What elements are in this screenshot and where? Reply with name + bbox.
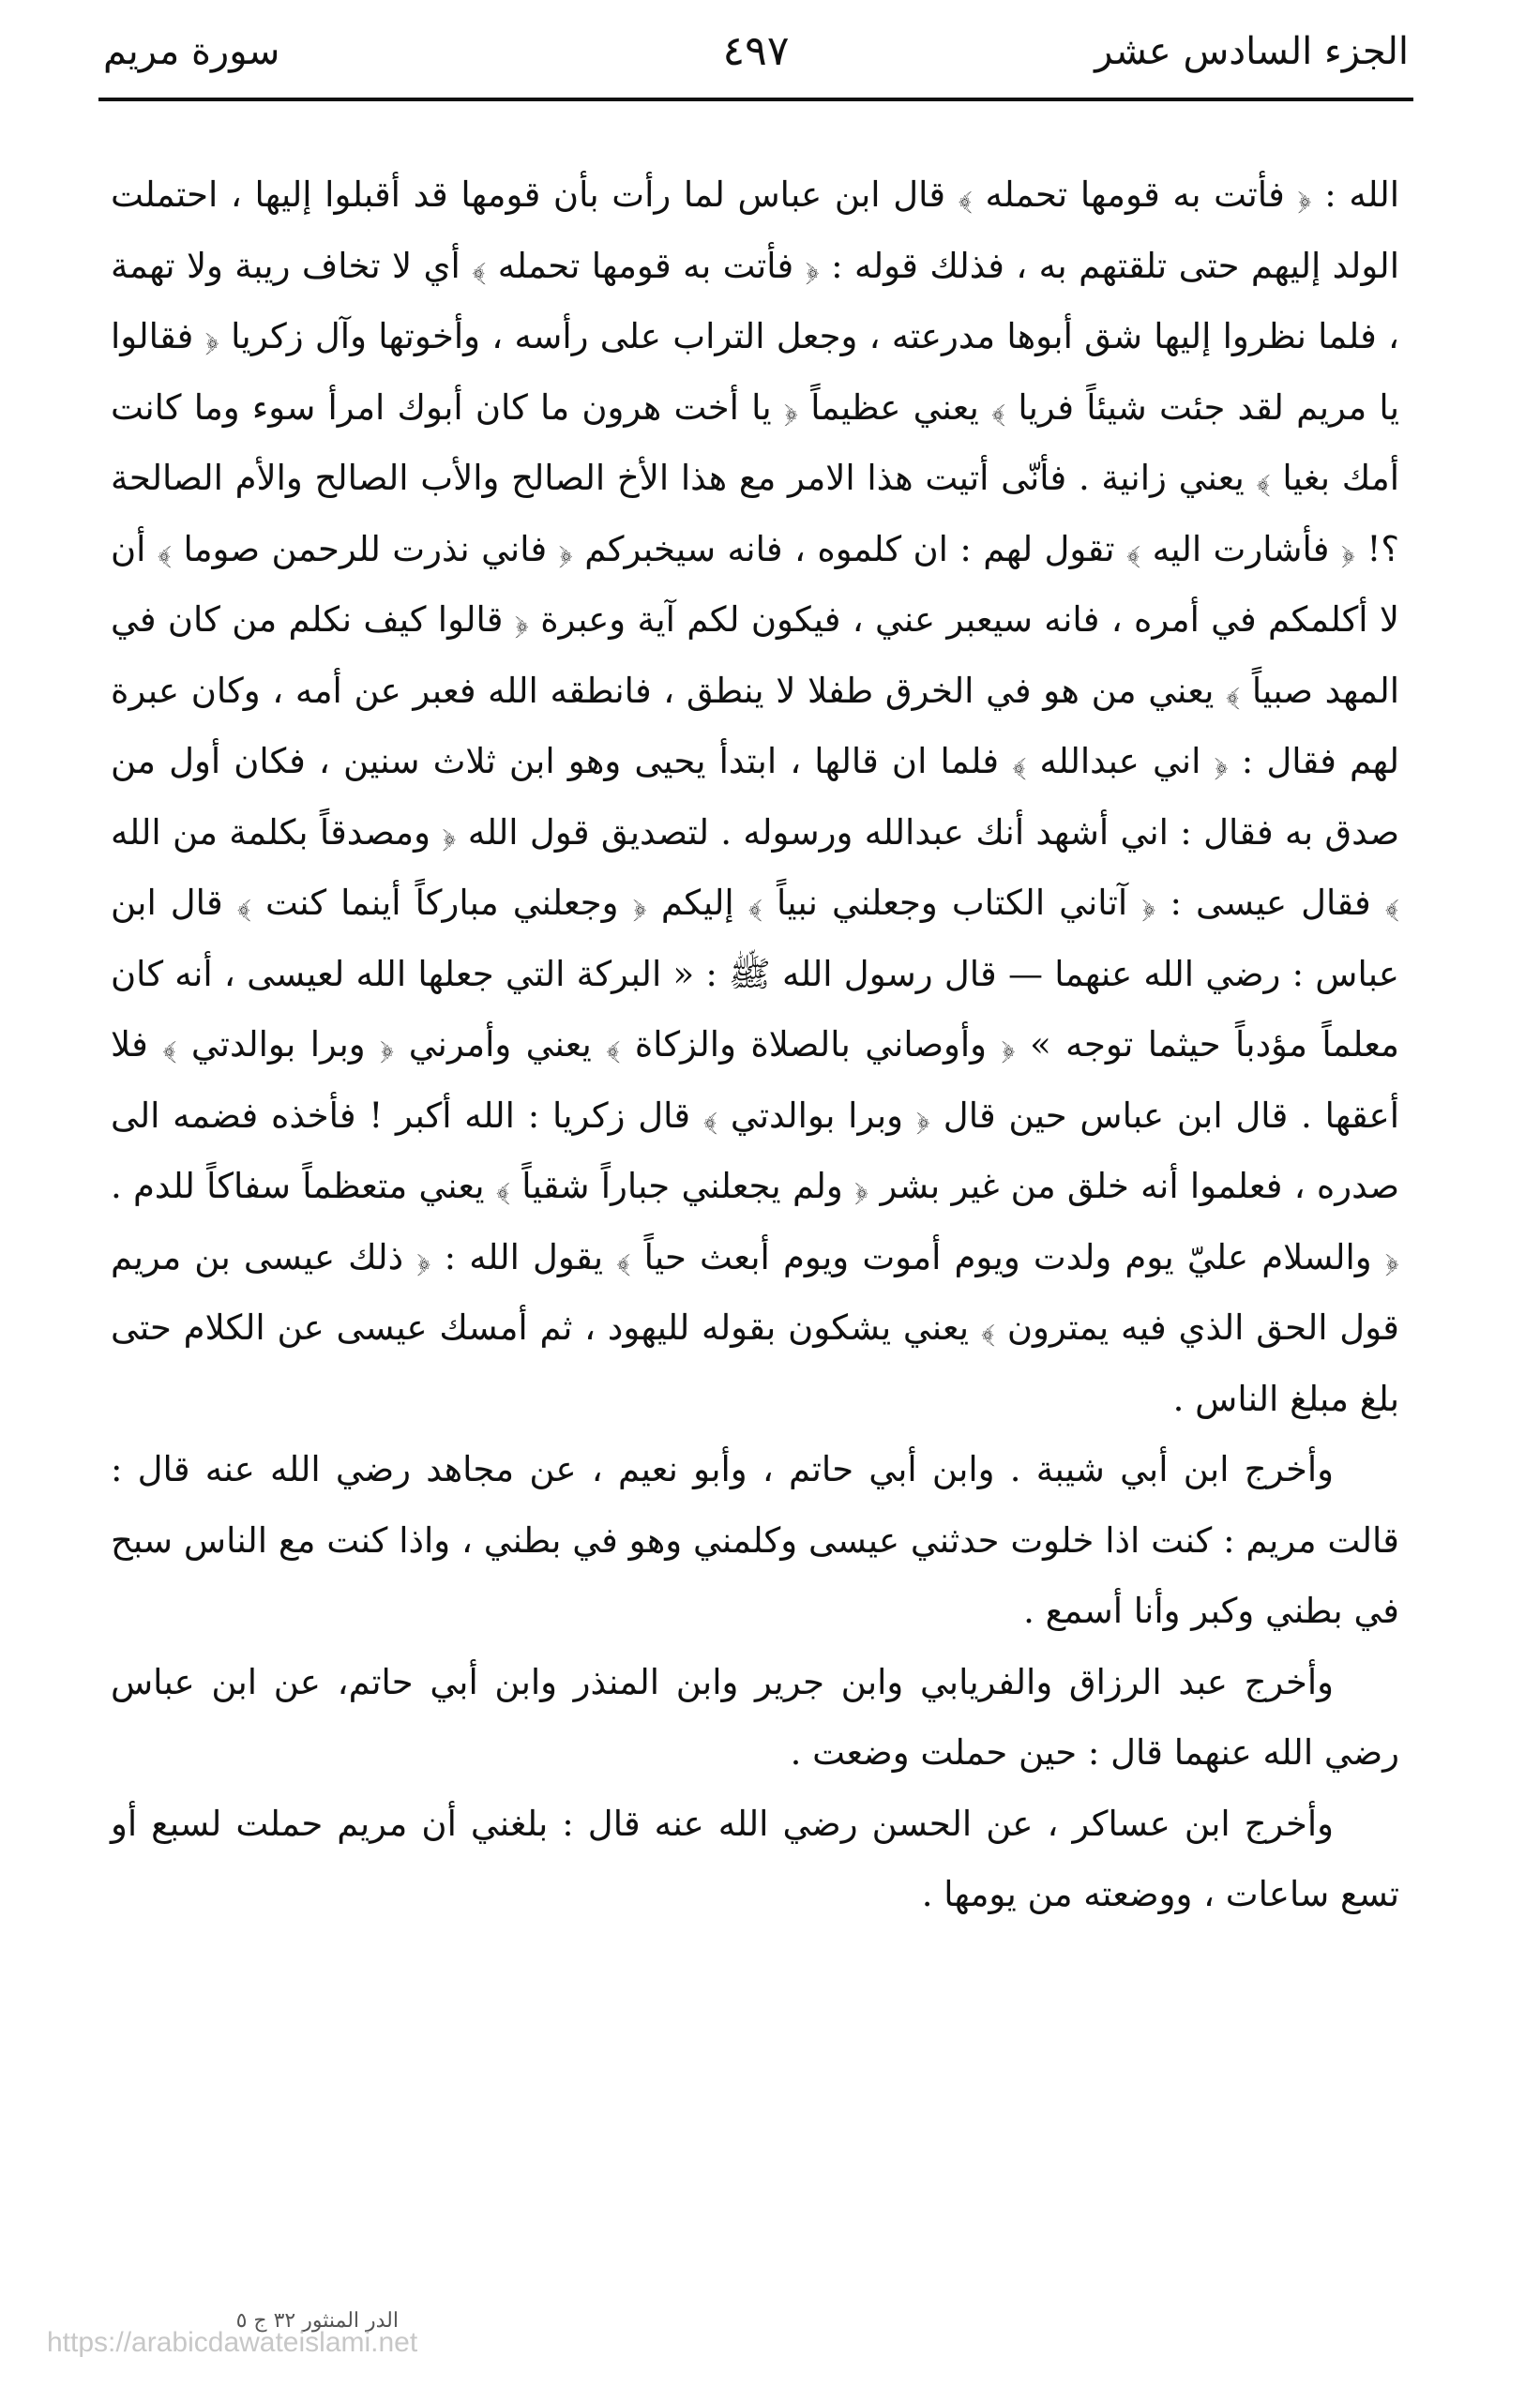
header-rule bbox=[98, 98, 1413, 101]
page-number: ٤٩٧ bbox=[722, 27, 790, 75]
page-header bbox=[103, 19, 1409, 84]
surah-title: سورة مريم bbox=[103, 30, 280, 73]
paragraph-1: الله : ﴿ فأتت به قومها تحمله ﴾ قال ابن عباس لما رأت بأن قومها قد أقبلوا إليها ، احتملت الولد إليهم حتى تلقتهم به ، فذلك قوله : ﴿ فأتت به قومها تحمله ﴾ أي لا تخاف ريبة ولا تهمة ، فلما نظروا إليها شق أبوها مدرعته ، وجعل التراب على رأسه ، وأخوتها وآل زكريا ﴿ فقالوا يا مريم لقد جئت شيئاً فريا ﴾ يعني عظيماً ﴿ يا أخت هرون ما كان أبوك امرأ سوء وما كانت أمك بغيا ﴾ يعني زانية . فأنّى أتيت هذا الامر مع هذا الأخ الصالح والأب الصالح والأم الصالحة ؟! ﴿ فأشارت اليه ﴾ تقول لهم : ان كلموه ، فانه سيخبركم ﴿ فاني نذرت للرحمن صوما ﴾ أن لا أكلمكم في أمره ، فانه سيعبر عني ، فيكون لكم آية وعبرة ﴿ قالوا كيف نكلم من كان في المهد صبياً ﴾ يعني من هو في الخرق طفلا لا ينطق ، فانطقه الله فعبر عن أمه ، وكان عبرة لهم فقال : ﴿ اني عبدالله ﴾ فلما ان قالها ، ابتدأ يحيى وهو ابن ثلاث سنين ، فكان أول من صدق به فقال : اني أشهد أنك عبدالله ورسوله . لتصديق قول الله ﴿ ومصدقاً بكلمة من الله ﴾ فقال عيسى : ﴿ آتاني الكتاب وجعلني نبياً ﴾ إليكم ﴿ وجعلني مباركاً أينما كنت ﴾ قال ابن عباس : رضي الله عنهما — قال رسول الله ﷺ : « البركة التي جعلها الله لعيسى ، أنه كان معلماً مؤدباً حيثما توجه » ﴿ وأوصاني بالصلاة والزكاة ﴾ يعني وأمرني ﴿ وبرا بوالدتي ﴾ فلا أعقها . قال ابن عباس حين قال ﴿ وبرا بوالدتي ﴾ قال زكريا : الله أكبر ! فأخذه فضمه الى صدره ، فعلموا أنه خلق من غير بشر ﴿ ولم يجعلني جباراً شقياً ﴾ يعني متعظماً سفاكاً للدم . ﴿ والسلام عليّ يوم ولدت ويوم أموت ويوم أبعث حياً ﴾ يقول الله : ﴿ ذلك عيسى بن مريم قول الحق الذي فيه يمترون ﴾ يعني يشكون بقوله لليهود ، ثم أمسك عيسى عن الكلام حتى بلغ مبلغ الناس . bbox=[111, 174, 1399, 1419]
page-body bbox=[111, 159, 1399, 1930]
part-title: الجزء السادس عشر bbox=[1095, 30, 1409, 73]
paragraph-3: وأخرج عبد الرزاق والفريابي وابن جرير وابن المنذر وابن أبي حاتم، عن ابن عباس رضي الله عنهما قال : حين حملت وضعت . bbox=[111, 1661, 1399, 1773]
paragraph-4: وأخرج ابن عساكر ، عن الحسن رضي الله عنه قال : بلغني أن مريم حملت لسبع أو تسع ساعات ، ووضعته من يومها . bbox=[111, 1803, 1399, 1914]
watermark-url: https://arabicdawateislami.net bbox=[47, 2327, 418, 2358]
paragraph-2: وأخرج ابن أبي شيبة . وابن أبي حاتم ، وأبو نعيم ، عن مجاهد رضي الله عنه قال : قالت مريم : كنت اذا خلوت حدثني عيسى وكلمني وهو في بطني ، واذا كنت مع الناس سبح في بطني وكبر وأنا أسمع . bbox=[111, 1449, 1399, 1631]
footnote: الدر المنثور ٣٢ ج ٥ bbox=[235, 2309, 399, 2333]
